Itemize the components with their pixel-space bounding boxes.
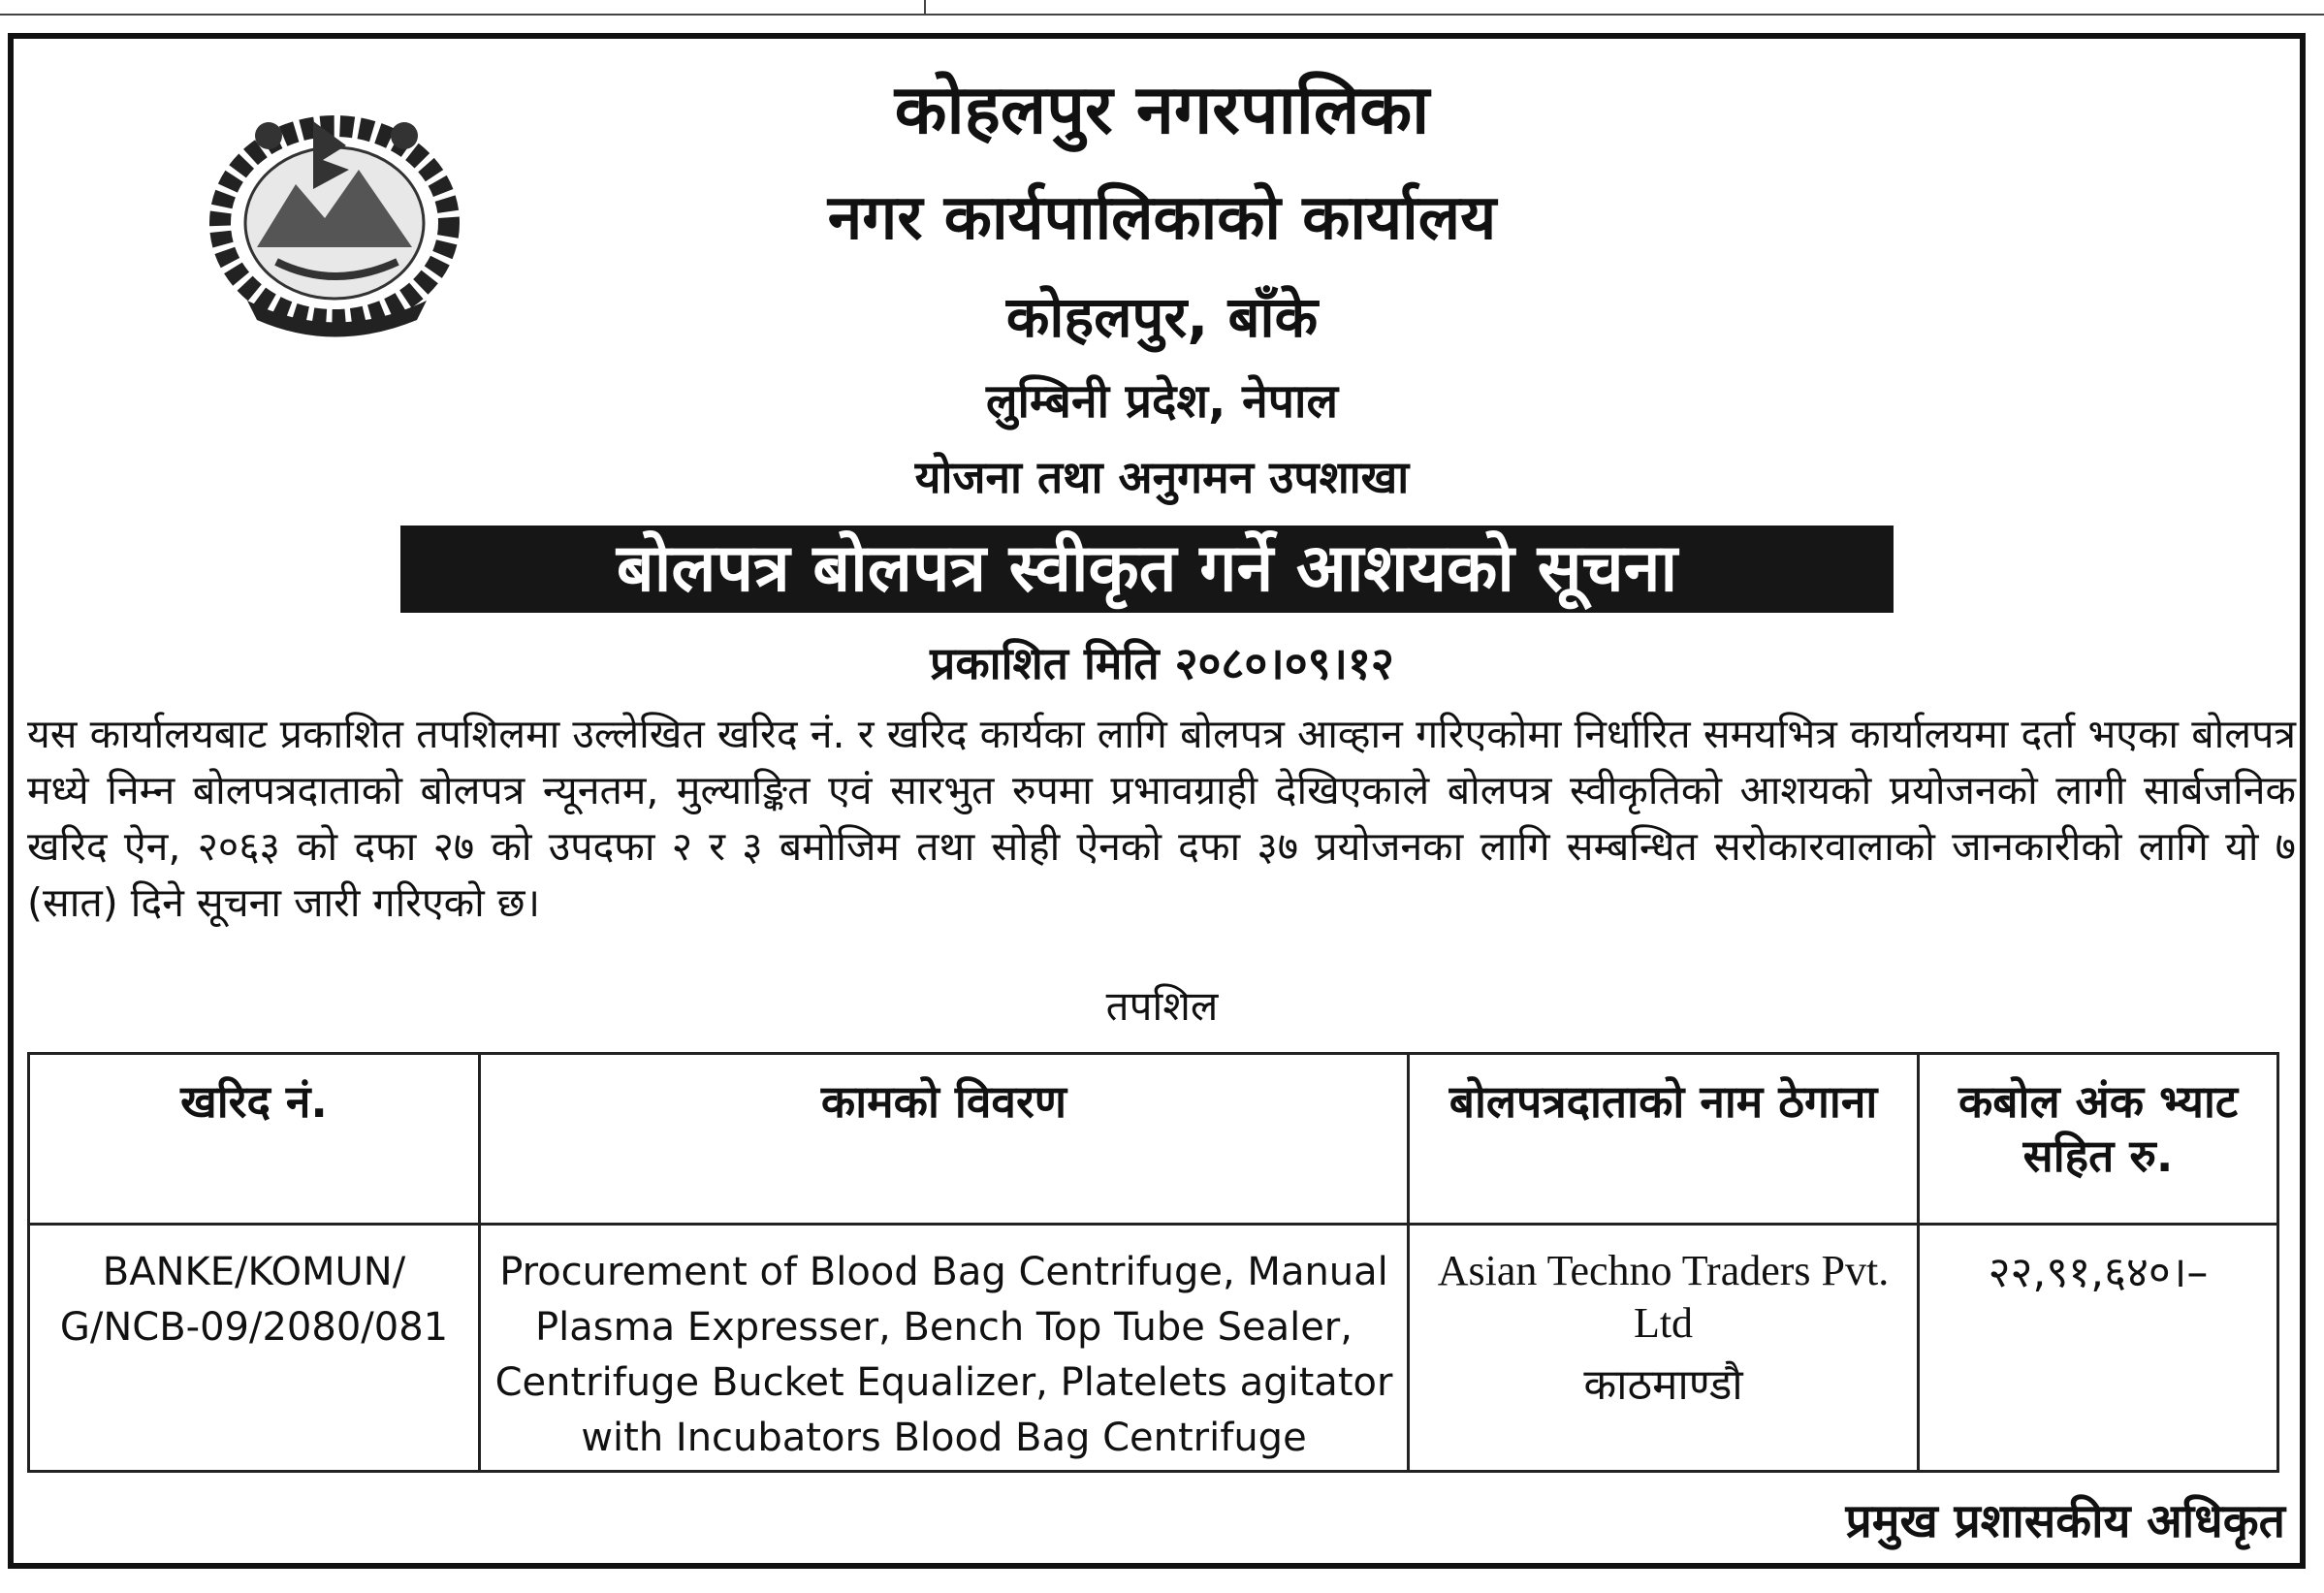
published-date: प्रकाशित मिति २०८०।०९।१२ [930,637,1394,689]
signatory: प्रमुख प्रशासकीय अधिकृत [1845,1494,2285,1548]
table-row [29,1225,2278,1472]
bid-table [27,1052,2279,1473]
purchase-no-cell: BANKE/KOMUN/ G/NCB-09/2080/081 [29,1225,480,1472]
notice-title: बोलपत्र बोलपत्र स्वीकृत गर्ने आशयको सूचना [400,526,1894,613]
office-location: कोहलपुर, बाँके [1005,284,1319,350]
office-name: नगर कार्यपालिकाको कार्यालय [827,182,1497,254]
section-name: योजना तथा अनुगमन उपशाखा [914,451,1410,503]
bidder-address: काठमाण्डौ [1583,1360,1743,1410]
province-name: लुम्बिनी प्रदेश, नेपाल [985,374,1339,429]
amount-cell: २२,९१,६४०।– [1919,1225,2278,1472]
header-purchase-no: खरिद नं. [29,1054,480,1225]
municipality-name: कोहलपुर नगरपालिका [894,70,1430,149]
notice-body: यस कार्यालयबाट प्रकाशित तपशिलमा उल्लेखित खरिद नं. र खरिद कार्यका लागि बोलपत्र आव्हान गरिएकोमा निर्धारित समयभित्र कार्यालयमा दर्ता भएका बोलपत्र मध्ये निम्न बोलपत्रदाताको बोलपत्र न्यूनतम, मुल्याङ्कित एवं सारभुत रुपमा प्रभावग्राही देखिएकाले बोलपत्र स्वीकृतिको आशयको प्रयोजनको लागी सार्बजनिक खरिद ऐन, २०६३ को दफा २७ को उपदफा २ र ३ बमोजिम तथा सोही ऐनको दफा ३७ प्रयोजनका लागि सम्बन्धित सरोकारवालाको जानकारीको लागि यो ७ (सात) दिने सूचना जारी गरिएको छ। [27,711,2296,926]
bidder-cell [1409,1225,1919,1472]
bidder-name: Asian Techno Traders Pvt. Ltd [1437,1247,1890,1347]
top-rule-divider [924,0,926,14]
description-cell: Procurement of Blood Bag Centrifuge, Manual Plasma Expresser, Bench Top Tube Sealer, Centrifuge Bucket Equalizer, Platelets agitator with Incubators Blood Bag Centrifuge [480,1225,1409,1472]
header-bidder-name-address: बोलपत्रदाताको नाम ठेगाना [1409,1054,1919,1225]
header-work-description: कामको विवरण [480,1054,1409,1225]
schedule-label: तपशिल [1105,982,1219,1030]
top-rule [0,0,2324,16]
table-header-row [29,1054,2278,1225]
header-bid-amount: कबोल अंक भ्याट सहित रु. [1919,1054,2278,1225]
